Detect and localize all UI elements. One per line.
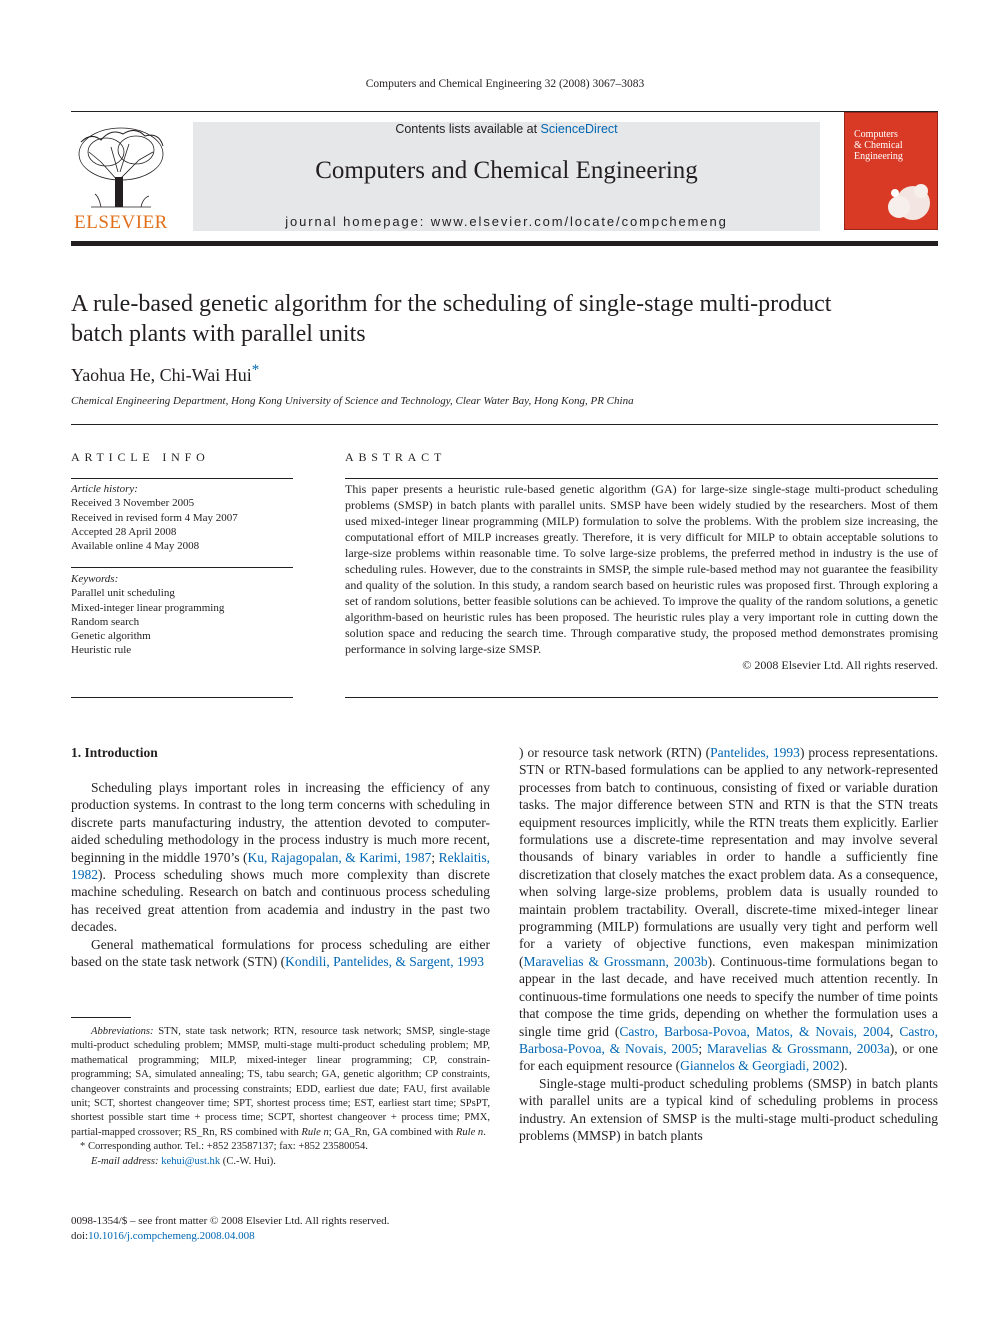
email-link[interactable]: kehui@ust.hk [161,1155,221,1167]
corresponding-author-footnote [71,1140,490,1154]
text: ; [431,849,439,865]
history-item: Accepted 28 April 2008 [71,525,177,538]
text: Scheduling plays important roles in increasing the efficiency of any production systems. In contrast to the long term concerns with scheduling in discrete parts manufacturing industry, the attention devoted to computer-aided scheduling methodology in the process industry is much more recent, beginning in the middle 1970’s ( [71,780,490,865]
keywords [71,572,293,658]
paragraph [71,936,490,971]
text: General mathematical formulations for process scheduling are either based on the state task network (STN) ( [71,936,490,970]
paragraph: Single-stage multi-product scheduling problems (SMSP) in batch plants with parallel units are a typical kind of scheduling problems in process industry. An extension of SMSP is the multi-stage multi-product scheduling problems (MMSP) in batch plants [519,1075,938,1143]
email-footnote [71,1155,490,1169]
text: ). Process scheduling shows much more complexity than discrete machine scheduling. Research on batch and continuous process scheduling has received great attention from academia and industry in the past two decades. [71,867,490,935]
history-item: Received in revised form 4 May 2007 [71,511,238,524]
body-right-column [519,744,938,1144]
email-label: E-mail address: [91,1155,159,1167]
journal-cover[interactable] [844,112,938,230]
journal-title: Computers and Chemical Engineering [315,157,698,184]
article-history [71,482,293,553]
citation[interactable]: Maravelias & Grossmann, 2003a [706,1040,890,1056]
abbreviations-footnote [71,1025,490,1140]
keyword: Random search [71,615,140,628]
keyword: Parallel unit scheduling [71,587,175,600]
text: STN, state task network; RTN, resource task network; SMSP, single-stage multi-product scheduling problem; MMSP, multi-stage multi-product scheduling problem; MP, mathematical programming; MILP, mixed-integer linear programming; CP, constrain-programming; SA, simulated annealing; TS, tabu search; GA, genetic algorithm; CP constraints, changeover constraints and processing constraints; EDD, earliest due date; FAU, first available unit; SCT, shortest changeover time; SPT, shortest process time; EST, earliest start time; SPsPT, shortest possible start time + process time; SCPT, shortest changeover + process time; PMX, partial-mapped crossover; RS_Rn, RS combined with [71,1026,490,1138]
title-line: batch plants with parallel units [71,321,366,347]
journal-homepage[interactable]: journal homepage: www.elsevier.com/locate/compchemeng [285,214,728,229]
contents-line [193,122,820,136]
corresponding-author-mark[interactable]: * [251,362,260,378]
text: ; GA_Rn, GA combined with [328,1126,456,1138]
doi-link[interactable]: 10.1016/j.compchemeng.2008.04.008 [88,1229,255,1242]
info-rule [71,567,293,568]
text: , [890,1023,900,1039]
title-rule [71,424,938,425]
cover-title-line: Engineering [854,151,903,162]
abstract-rule [345,697,938,698]
citation[interactable]: Castro, Barbosa-Povoa, Matos, & Novais, 2004 [619,1023,891,1039]
text: ) process representations. STN or RTN-based formulations can be applied to any network-represented processes from batch to continuous, consisting of fixed or variable duration tasks. The major difference between STN and RTN is that the STN treats equipment resources implicitly, while the RTN treats them explicitly. Earlier formulations use a discrete-time representation and may involve several thousands of binary variables in order to handle a sufficiently fine discretization that closely matches the exact problem data. As a consequence, when solving large-size problems, problem data is usually rounded to maintain problem tractability. Overall, discrete-time mixed-integer linear programming (MILP) formulations are usually very tight and perform well for a variety of objective functions, even makespan minimization ( [519,745,938,969]
history-item: Available online 4 May 2008 [71,540,200,553]
doi-line [71,1229,389,1244]
text: ), or one for each equipment resource ( [519,1040,938,1074]
info-rule [71,478,293,479]
citation[interactable]: Castro, Barbosa-Povoa, & Novais, 2005 [519,1023,939,1056]
text: ; [698,1040,707,1056]
article-info-heading: ARTICLE INFO [71,450,210,464]
abbrev-label: Abbreviations: [91,1026,154,1037]
history-label: Article history: [71,483,138,495]
text: . [483,1126,486,1138]
cover-title-line: Computers [854,129,898,140]
abstract-copyright: © 2008 Elsevier Ltd. All rights reserved. [742,658,938,672]
header-rule [71,111,938,112]
affiliation: Chemical Engineering Department, Hong Kong University of Science and Technology, Clear Water Bay, Hong Kong, PR China [71,395,634,407]
issn-line: 0098-1354/$ – see front matter © 2008 Elsevier Ltd. All rights reserved. [71,1215,390,1227]
elsevier-wordmark: ELSEVIER [74,212,168,233]
text: ). Continuous-time formulations began to appear in the last decade, and have received much attention recently. In continuous-time formulations one needs to specify the number of time points that compose the time grids, depending on whether the formulation uses a single time grid ( [519,953,938,1039]
doi-prefix: doi: [71,1229,89,1242]
cover-title-line: & Chemical [854,140,903,151]
publisher-logo[interactable] [71,122,171,232]
contents-prefix: Contents lists available at [395,122,541,136]
section-heading: 1. Introduction [71,745,158,760]
cover-graphic-icon [873,173,933,227]
text: (C.-W. Hui). [220,1155,276,1167]
header-thick-rule [71,241,938,246]
citation[interactable]: Kondili, Pantelides, & Sargent, 1993 [285,954,484,970]
article-title [71,289,941,349]
citation[interactable]: Reklaitis, 1982 [71,849,490,883]
footnotes [71,1025,490,1169]
keywords-label: Keywords: [71,573,119,585]
citation[interactable]: Pantelides, 1993 [710,745,800,760]
authors-text: Yaohua He, Chi-Wai Hui [71,365,252,385]
history-item: Received 3 November 2005 [71,497,195,510]
paragraph [71,779,490,936]
text: Rule n [455,1126,484,1138]
citation[interactable]: Giannelos & Georgiadi, 2002 [680,1058,840,1074]
info-rule [71,697,293,698]
running-head: Computers and Chemical Engineering 32 (2008) 3067–3083 [365,78,645,90]
text: Rule n [301,1126,329,1138]
keyword: Heuristic rule [71,644,132,657]
citation[interactable]: Ku, Rajagopalan, & Karimi, 1987 [247,849,432,865]
text: ) or resource task network (RTN) ( [519,745,711,760]
abstract-text: This paper presents a heuristic rule-based genetic algorithm (GA) for large-size single-stage multi-product scheduling problems (SMSP) in batch plants with parallel units. SMSP have been widely studied by the researchers. Most of them used mixed-integer linear programming (MILP) formulation to solve the problems. With the problem size increasing, the computational effort of MILP increases greatly. Therefore, it is very difficult for MILP to obtain acceptable solutions to large-size problems within reasonable time. To solve large-size problems, the preferred method in industry is the use of scheduling rules. However, due to the constraints in SMSP, the simple rule-based method may not guarantee the feasibility and quality of the solution. In this study, a random search based on heuristic rules was proposed first. Through exploring a set of random solutions, better feasible solutions can be achieved. To improve the quality of the random solutions, a genetic algorithm-based on heuristic rules has been proposed. The heuristic rules play a very important role in cutting down the solution space and reducing the search time. Through comparative study, the proposed method demonstrates promising performance in solving large-size SMSP. [345,482,938,656]
title-line: A rule-based genetic algorithm for the scheduling of single-stage multi-product [71,291,832,317]
keyword: Mixed-integer linear programming [71,601,225,614]
front-matter [71,1214,389,1243]
sciencedirect-link[interactable]: ScienceDirect [540,122,618,136]
author-list [71,362,259,386]
keyword: Genetic algorithm [71,630,151,643]
cover-title [854,129,934,162]
footnote-mark: * [80,1141,86,1153]
text: ). [839,1058,848,1074]
citation[interactable]: Maravelias & Grossmann, 2003b [523,953,708,969]
abstract-rule [345,478,938,479]
abstract-heading: ABSTRACT [345,450,447,464]
footnote-rule [71,1017,131,1018]
text: Corresponding author. Tel.: +852 23587137; fax: +852 23580054. [85,1141,368,1153]
paragraph [519,744,938,1075]
body-left-column [71,779,490,970]
abstract-body [345,481,938,673]
